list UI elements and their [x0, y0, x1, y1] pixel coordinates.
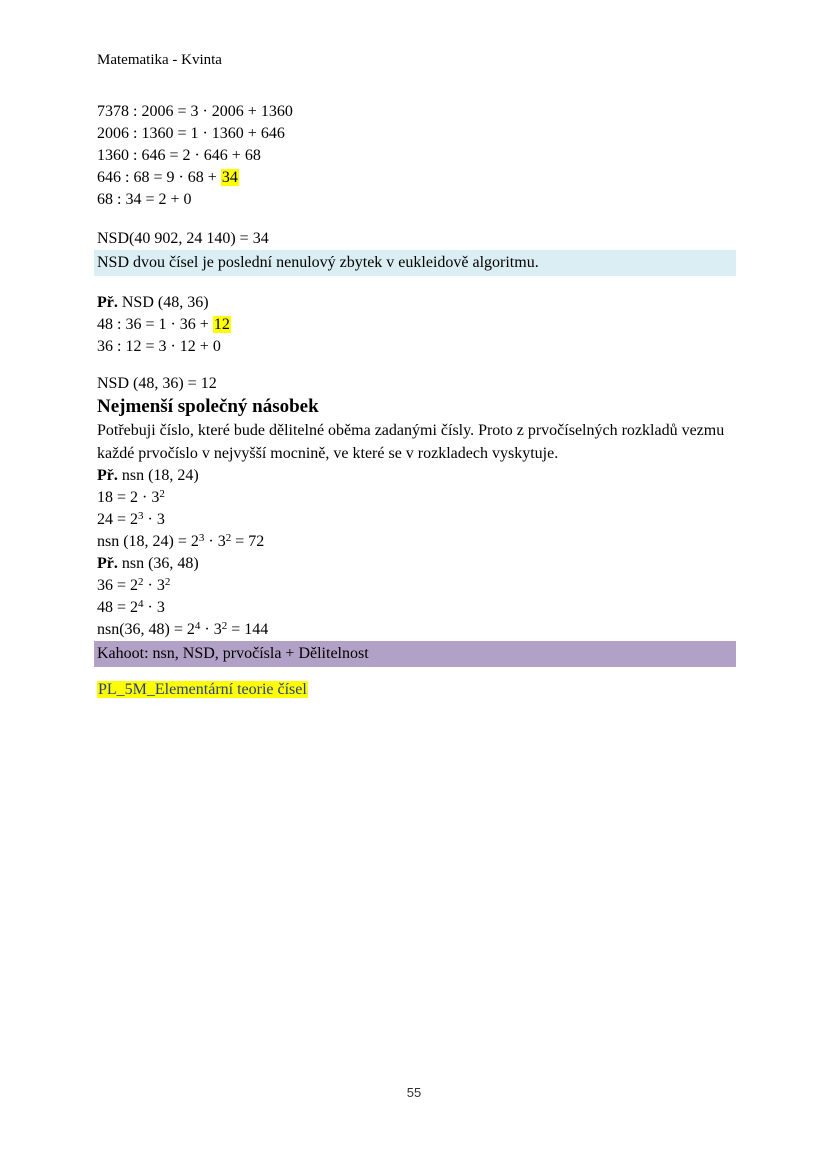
worksheet-link-text[interactable]: PL_5M_Elementární teorie čísel	[98, 681, 307, 698]
exponent: 2	[164, 576, 171, 589]
factorization-18	[97, 487, 733, 509]
example-label: Př.	[97, 294, 118, 311]
factorization-36	[97, 575, 733, 597]
exponent: 4	[194, 620, 201, 633]
kahoot-highlight-band: Kahoot: nsn, NSD, prvočísla + Dělitelnost	[94, 641, 736, 667]
highlighted-remainder: 34	[221, 169, 238, 186]
euclid-algorithm-block-40902	[97, 101, 733, 211]
euclid-line: 1360 : 646 = 2 · 646 + 68	[97, 147, 261, 164]
example-title-text: nsn (36, 48)	[117, 555, 199, 572]
section-title: Nejmenší společný násobek	[97, 396, 319, 417]
worksheet-link[interactable]	[97, 679, 733, 701]
example-nsn-18-24-title	[97, 465, 733, 487]
factor-text: · 3	[143, 599, 165, 616]
nsd-result-48-36: NSD (48, 36) = 12	[97, 375, 217, 392]
exponent: 2	[225, 532, 232, 545]
example-title-text: NSD (48, 36)	[117, 294, 209, 311]
example-label: Př.	[97, 467, 118, 484]
factor-text: = 144	[227, 621, 269, 638]
example-label: Př.	[97, 555, 118, 572]
highlighted-remainder: 12	[213, 316, 230, 333]
factor-text: nsn (18, 24) = 2	[97, 533, 199, 550]
factor-text: 18 = 2 · 3	[97, 489, 160, 506]
nsn-result-18-24	[97, 531, 733, 553]
example-nsn-36-48-title	[97, 553, 733, 575]
document-content	[97, 52, 733, 701]
nsn-result-36-48	[97, 619, 733, 641]
factor-text: 24 = 2	[97, 511, 139, 528]
euclid-algorithm-block-48-36	[97, 314, 733, 358]
factorization-48	[97, 597, 733, 619]
factorization-24	[97, 509, 733, 531]
factor-text: · 3	[143, 577, 165, 594]
exponent: 3	[198, 532, 205, 545]
note-highlight-band: NSD dvou čísel je poslední nenulový zbytek v eukleidově algoritmu.	[94, 250, 736, 276]
factor-text: 36 = 2	[97, 577, 139, 594]
exponent: 2	[138, 576, 144, 589]
euclid-line	[97, 314, 733, 336]
euclid-line: 68 : 34 = 2 + 0	[97, 191, 192, 208]
section-paragraph: Potřebuji číslo, které bude dělitelné oběma zadanými čísly. Proto z prvočíselných rozkladů vezmu každé prvočíslo v nejvyšší mocnině, ve které se v rozkladech vyskytuje.	[97, 422, 725, 462]
exponent: 3	[138, 510, 144, 523]
euclid-line: 7378 : 2006 = 3 · 2006 + 1360	[97, 103, 293, 120]
factor-text: = 72	[231, 533, 265, 550]
example-title-text: nsn (18, 24)	[117, 467, 199, 484]
factor-text: · 3	[200, 621, 222, 638]
euclid-line-text: 48 : 36 = 1 · 36 +	[97, 316, 213, 333]
exponent: 2	[221, 620, 228, 633]
euclid-line-text: 646 : 68 = 9 · 68 +	[97, 169, 221, 186]
factor-text: 48 = 2	[97, 599, 139, 616]
exponent: 4	[138, 598, 144, 611]
factor-text: nsn(36, 48) = 2	[97, 621, 195, 638]
example-nsd-48-36-title	[97, 292, 733, 314]
euclid-line: 2006 : 1360 = 1 · 1360 + 646	[97, 125, 285, 142]
document-header-title: Matematika - Kvinta	[97, 52, 222, 68]
euclid-line	[97, 167, 733, 189]
nsd-result-40902: NSD(40 902, 24 140) = 34	[97, 230, 269, 247]
factor-text: · 3	[204, 533, 226, 550]
factor-text: · 3	[143, 511, 165, 528]
euclid-line: 36 : 12 = 3 · 12 + 0	[97, 338, 221, 355]
exponent: 2	[159, 488, 165, 501]
page-number: 55	[406, 1085, 422, 1100]
